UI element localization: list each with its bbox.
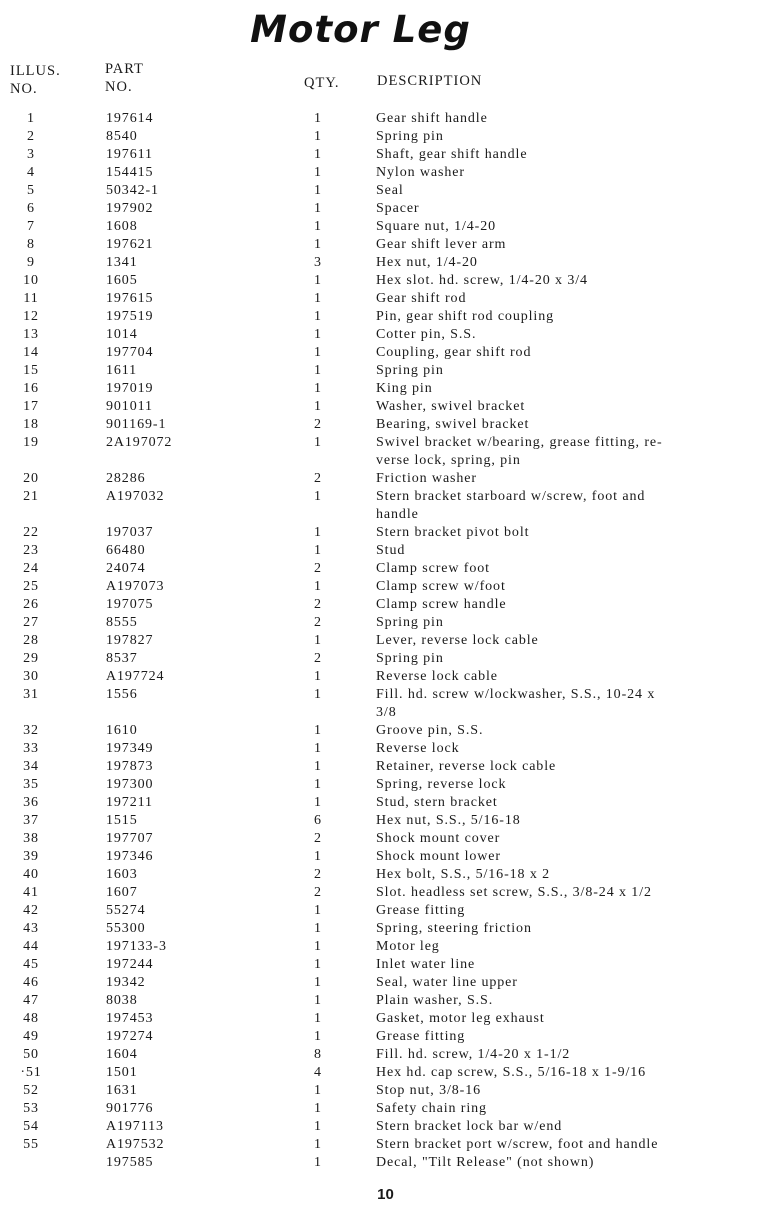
qty-cell: 1 <box>314 795 322 810</box>
description-cell: Inlet water line <box>376 957 476 972</box>
description-cell: Swivel bracket w/bearing, grease fitting, re- verse lock, spring, pin <box>376 435 663 468</box>
part-no-cell: 197133-3 <box>106 939 167 954</box>
part-no-cell: 1501 <box>106 1065 138 1080</box>
table-row <box>0 866 771 884</box>
description-cell: Spring pin <box>376 615 444 630</box>
description-cell: Hex nut, S.S., 5/16-18 <box>376 813 521 828</box>
illus-no-cell: 28 <box>23 633 39 648</box>
description-cell: Stern bracket port w/screw, foot and handle <box>376 1137 659 1152</box>
qty-cell: 1 <box>314 777 322 792</box>
qty-cell: 1 <box>314 165 322 180</box>
description-cell: Fill. hd. screw, 1/4-20 x 1-1/2 <box>376 1047 571 1062</box>
header-illus-no: ILLUS. NO. <box>10 63 61 97</box>
illus-no-cell: 54 <box>23 1119 39 1134</box>
part-no-cell: 197611 <box>106 147 153 162</box>
qty-cell: 1 <box>314 327 322 342</box>
qty-cell: 1 <box>314 741 322 756</box>
table-row <box>0 884 771 902</box>
description-cell: Pin, gear shift rod coupling <box>376 309 555 324</box>
illus-no-cell: 29 <box>23 651 39 666</box>
table-row <box>0 128 771 146</box>
qty-cell: 2 <box>314 615 322 630</box>
illus-no-cell: 2 <box>27 129 35 144</box>
qty-cell: 2 <box>314 651 322 666</box>
qty-cell: 1 <box>314 1083 322 1098</box>
part-no-cell: A197724 <box>106 669 165 684</box>
qty-cell: 1 <box>314 975 322 990</box>
part-no-cell: A197032 <box>106 489 165 504</box>
illus-no-cell: ·51 <box>20 1065 42 1080</box>
illus-no-cell: 49 <box>23 1029 39 1044</box>
description-cell: Friction washer <box>376 471 477 486</box>
illus-no-cell: 52 <box>23 1083 39 1098</box>
description-cell: Spring pin <box>376 363 444 378</box>
qty-cell: 1 <box>314 669 322 684</box>
description-cell: Clamp screw w/foot <box>376 579 506 594</box>
qty-cell: 1 <box>314 1011 322 1026</box>
description-cell: Slot. headless set screw, S.S., 3/8-24 x 1/2 <box>376 885 652 900</box>
description-cell: Stern bracket lock bar w/end <box>376 1119 563 1134</box>
table-row <box>0 524 771 542</box>
qty-cell: 1 <box>314 543 322 558</box>
illus-no-cell: 11 <box>23 291 39 306</box>
table-row <box>0 146 771 164</box>
illus-no-cell: 53 <box>23 1101 39 1116</box>
qty-cell: 1 <box>314 939 322 954</box>
description-cell: Groove pin, S.S. <box>376 723 484 738</box>
illus-no-cell: 8 <box>27 237 35 252</box>
table-row <box>0 236 771 254</box>
illus-no-cell: 4 <box>27 165 35 180</box>
part-no-cell: 197585 <box>106 1155 154 1170</box>
part-no-cell: 1611 <box>106 363 138 378</box>
description-cell: Stud, stern bracket <box>376 795 498 810</box>
qty-cell: 2 <box>314 417 322 432</box>
table-row <box>0 218 771 236</box>
table-row <box>0 578 771 596</box>
description-cell: Reverse lock <box>376 741 460 756</box>
table-row <box>0 182 771 200</box>
illus-no-cell: 33 <box>23 741 39 756</box>
part-no-cell: 197211 <box>106 795 153 810</box>
description-cell: Gear shift handle <box>376 111 488 126</box>
illus-no-cell: 21 <box>23 489 39 504</box>
table-row <box>0 380 771 398</box>
illus-no-cell: 27 <box>23 615 39 630</box>
illus-no-cell: 40 <box>23 867 39 882</box>
description-cell: Hex slot. hd. screw, 1/4-20 x 3/4 <box>376 273 588 288</box>
table-row <box>0 164 771 182</box>
qty-cell: 1 <box>314 435 322 450</box>
qty-cell: 1 <box>314 1029 322 1044</box>
description-cell: Retainer, reverse lock cable <box>376 759 557 774</box>
description-cell: Spring pin <box>376 129 444 144</box>
qty-cell: 1 <box>314 201 322 216</box>
illus-no-cell: 48 <box>23 1011 39 1026</box>
qty-cell: 1 <box>314 399 322 414</box>
table-row <box>0 1064 771 1082</box>
illus-no-cell: 44 <box>23 939 39 954</box>
qty-cell: 2 <box>314 597 322 612</box>
part-no-cell: 197615 <box>106 291 154 306</box>
illus-no-cell: 47 <box>23 993 39 1008</box>
part-no-cell: 901169-1 <box>106 417 167 432</box>
part-no-cell: 197244 <box>106 957 154 972</box>
part-no-cell: 901011 <box>106 399 153 414</box>
table-row <box>0 1118 771 1136</box>
illus-no-cell: 23 <box>23 543 39 558</box>
qty-cell: 1 <box>314 183 322 198</box>
part-no-cell: 197873 <box>106 759 154 774</box>
illus-no-cell: 25 <box>23 579 39 594</box>
illus-no-cell: 38 <box>23 831 39 846</box>
qty-cell: 1 <box>314 579 322 594</box>
qty-cell: 1 <box>314 363 322 378</box>
illus-no-cell: 55 <box>23 1137 39 1152</box>
table-row <box>0 956 771 974</box>
illus-no-cell: 45 <box>23 957 39 972</box>
illus-no-cell: 42 <box>23 903 39 918</box>
illus-no-cell: 37 <box>23 813 39 828</box>
table-row <box>0 776 771 794</box>
table-row <box>0 254 771 272</box>
qty-cell: 1 <box>314 129 322 144</box>
table-row <box>0 1046 771 1064</box>
illus-no-cell: 14 <box>23 345 39 360</box>
table-row <box>0 920 771 938</box>
description-cell: Spring, reverse lock <box>376 777 507 792</box>
description-cell: Cotter pin, S.S. <box>376 327 477 342</box>
part-no-cell: 1608 <box>106 219 138 234</box>
table-row <box>0 1100 771 1118</box>
table-row <box>0 110 771 128</box>
description-cell: Clamp screw foot <box>376 561 490 576</box>
description-cell: Gear shift rod <box>376 291 467 306</box>
illus-no-cell: 43 <box>23 921 39 936</box>
part-no-cell: 24074 <box>106 561 146 576</box>
part-no-cell: 8537 <box>106 651 138 666</box>
illus-no-cell: 46 <box>23 975 39 990</box>
qty-cell: 1 <box>314 219 322 234</box>
table-row <box>0 308 771 326</box>
header-part-no: PART NO. <box>105 61 144 95</box>
table-row <box>0 848 771 866</box>
description-cell: Seal <box>376 183 404 198</box>
illus-no-cell: 26 <box>23 597 39 612</box>
table-row <box>0 830 771 848</box>
page-number: 10 <box>377 1186 394 1203</box>
part-no-cell: 8038 <box>106 993 138 1008</box>
description-cell: Stern bracket pivot bolt <box>376 525 530 540</box>
description-cell: Fill. hd. screw w/lockwasher, S.S., 10-24 x 3/8 <box>376 687 656 720</box>
part-no-cell: 1603 <box>106 867 138 882</box>
header-qty: QTY. <box>304 75 340 91</box>
qty-cell: 1 <box>314 273 322 288</box>
qty-cell: 1 <box>314 1101 322 1116</box>
description-cell: Hex bolt, S.S., 5/16-18 x 2 <box>376 867 551 882</box>
illus-no-cell: 39 <box>23 849 39 864</box>
table-row <box>0 722 771 740</box>
illus-no-cell: 32 <box>23 723 39 738</box>
description-cell: Grease fitting <box>376 1029 466 1044</box>
illus-no-cell: 3 <box>27 147 35 162</box>
table-row <box>0 974 771 992</box>
qty-cell: 4 <box>314 1065 322 1080</box>
qty-cell: 1 <box>314 687 322 702</box>
qty-cell: 1 <box>314 849 322 864</box>
part-no-cell: 197037 <box>106 525 154 540</box>
illus-no-cell: 15 <box>23 363 39 378</box>
part-no-cell: 197346 <box>106 849 154 864</box>
part-no-cell: A197532 <box>106 1137 165 1152</box>
part-no-cell: 197707 <box>106 831 154 846</box>
page-title: Motor Leg <box>250 8 471 51</box>
qty-cell: 8 <box>314 1047 322 1062</box>
illus-no-cell: 5 <box>27 183 35 198</box>
table-row <box>0 272 771 290</box>
table-row <box>0 362 771 380</box>
description-cell: Coupling, gear shift rod <box>376 345 532 360</box>
illus-no-cell: 30 <box>23 669 39 684</box>
table-row <box>0 632 771 650</box>
part-no-cell: A197073 <box>106 579 165 594</box>
description-cell: Bearing, swivel bracket <box>376 417 530 432</box>
qty-cell: 3 <box>314 255 322 270</box>
illus-no-cell: 7 <box>27 219 35 234</box>
part-no-cell: 197075 <box>106 597 154 612</box>
description-cell: Hex nut, 1/4-20 <box>376 255 478 270</box>
qty-cell: 1 <box>314 957 322 972</box>
table-row <box>0 668 771 686</box>
part-no-cell: 8540 <box>106 129 138 144</box>
part-no-cell: 154415 <box>106 165 154 180</box>
illus-no-cell: 31 <box>23 687 39 702</box>
part-no-cell: 197453 <box>106 1011 154 1026</box>
table-row <box>0 1136 771 1154</box>
part-no-cell: 1341 <box>106 255 138 270</box>
description-cell: Gasket, motor leg exhaust <box>376 1011 545 1026</box>
table-row <box>0 560 771 578</box>
description-cell: Stud <box>376 543 406 558</box>
table-row <box>0 434 771 470</box>
qty-cell: 2 <box>314 471 322 486</box>
illus-no-cell: 24 <box>23 561 39 576</box>
qty-cell: 1 <box>314 759 322 774</box>
table-row <box>0 992 771 1010</box>
qty-cell: 1 <box>314 921 322 936</box>
illus-no-cell: 13 <box>23 327 39 342</box>
illus-no-cell: 10 <box>23 273 39 288</box>
part-no-cell: 66480 <box>106 543 146 558</box>
description-cell: Shaft, gear shift handle <box>376 147 528 162</box>
description-cell: Shock mount cover <box>376 831 501 846</box>
qty-cell: 1 <box>314 291 322 306</box>
description-cell: Square nut, 1/4-20 <box>376 219 497 234</box>
description-cell: Hex hd. cap screw, S.S., 5/16-18 x 1-9/16 <box>376 1065 647 1080</box>
part-no-cell: 55300 <box>106 921 146 936</box>
qty-cell: 6 <box>314 813 322 828</box>
table-row <box>0 758 771 776</box>
parts-list <box>0 110 771 1172</box>
part-no-cell: 1515 <box>106 813 138 828</box>
qty-cell: 1 <box>314 993 322 1008</box>
qty-cell: 1 <box>314 489 322 504</box>
qty-cell: 2 <box>314 885 322 900</box>
description-cell: Decal, "Tilt Release" (not shown) <box>376 1155 595 1170</box>
part-no-cell: 197827 <box>106 633 154 648</box>
description-cell: Spacer <box>376 201 420 216</box>
part-no-cell: 197704 <box>106 345 154 360</box>
table-row <box>0 740 771 758</box>
description-cell: Clamp screw handle <box>376 597 507 612</box>
table-row <box>0 326 771 344</box>
description-cell: Shock mount lower <box>376 849 501 864</box>
table-row <box>0 650 771 668</box>
part-no-cell: 1607 <box>106 885 138 900</box>
illus-no-cell: 20 <box>23 471 39 486</box>
description-cell: Stern bracket starboard w/screw, foot and handle <box>376 489 646 522</box>
part-no-cell: 197519 <box>106 309 154 324</box>
part-no-cell: 2A197072 <box>106 435 173 450</box>
description-cell: Gear shift lever arm <box>376 237 507 252</box>
illus-no-cell: 22 <box>23 525 39 540</box>
qty-cell: 1 <box>314 381 322 396</box>
part-no-cell: 197300 <box>106 777 154 792</box>
qty-cell: 1 <box>314 1155 322 1170</box>
qty-cell: 2 <box>314 561 322 576</box>
part-no-cell: 901776 <box>106 1101 154 1116</box>
table-row <box>0 902 771 920</box>
description-cell: Lever, reverse lock cable <box>376 633 539 648</box>
qty-cell: 1 <box>314 111 322 126</box>
part-no-cell: 197902 <box>106 201 154 216</box>
part-no-cell: 28286 <box>106 471 146 486</box>
qty-cell: 1 <box>314 1137 322 1152</box>
part-no-cell: 197614 <box>106 111 154 126</box>
illus-no-cell: 41 <box>23 885 39 900</box>
table-row <box>0 938 771 956</box>
part-no-cell: 1631 <box>106 1083 138 1098</box>
illus-no-cell: 1 <box>27 111 35 126</box>
description-cell: Spring pin <box>376 651 444 666</box>
part-no-cell: 197349 <box>106 741 154 756</box>
part-no-cell: 197621 <box>106 237 154 252</box>
table-row <box>0 290 771 308</box>
description-cell: Nylon washer <box>376 165 465 180</box>
table-row <box>0 200 771 218</box>
part-no-cell: 197274 <box>106 1029 154 1044</box>
table-row <box>0 344 771 362</box>
part-no-cell: 19342 <box>106 975 146 990</box>
header-description: DESCRIPTION <box>377 73 483 89</box>
part-no-cell: 55274 <box>106 903 146 918</box>
table-row <box>0 1154 771 1172</box>
description-cell: Washer, swivel bracket <box>376 399 526 414</box>
part-no-cell: 197019 <box>106 381 154 396</box>
table-row <box>0 1082 771 1100</box>
illus-no-cell: 16 <box>23 381 39 396</box>
qty-cell: 1 <box>314 1119 322 1134</box>
illus-no-cell: 19 <box>23 435 39 450</box>
part-no-cell: 1605 <box>106 273 138 288</box>
qty-cell: 2 <box>314 831 322 846</box>
illus-no-cell: 17 <box>23 399 39 414</box>
description-cell: King pin <box>376 381 433 396</box>
table-row <box>0 596 771 614</box>
table-row <box>0 794 771 812</box>
table-row <box>0 1028 771 1046</box>
qty-cell: 1 <box>314 723 322 738</box>
description-cell: Grease fitting <box>376 903 466 918</box>
qty-cell: 1 <box>314 147 322 162</box>
description-cell: Safety chain ring <box>376 1101 487 1116</box>
qty-cell: 2 <box>314 867 322 882</box>
part-no-cell: 1604 <box>106 1047 138 1062</box>
table-row <box>0 542 771 560</box>
table-row <box>0 686 771 722</box>
table-row <box>0 398 771 416</box>
description-cell: Motor leg <box>376 939 440 954</box>
illus-no-cell: 12 <box>23 309 39 324</box>
part-no-cell: 1014 <box>106 327 138 342</box>
qty-cell: 1 <box>314 309 322 324</box>
table-row <box>0 488 771 524</box>
qty-cell: 1 <box>314 345 322 360</box>
part-no-cell: 50342-1 <box>106 183 159 198</box>
illus-no-cell: 35 <box>23 777 39 792</box>
table-row <box>0 416 771 434</box>
illus-no-cell: 9 <box>27 255 35 270</box>
illus-no-cell: 36 <box>23 795 39 810</box>
table-row <box>0 614 771 632</box>
part-no-cell: 1556 <box>106 687 138 702</box>
illus-no-cell: 34 <box>23 759 39 774</box>
part-no-cell: 1610 <box>106 723 138 738</box>
part-no-cell: 8555 <box>106 615 138 630</box>
description-cell: Stop nut, 3/8-16 <box>376 1083 482 1098</box>
part-no-cell: A197113 <box>106 1119 164 1134</box>
table-row <box>0 812 771 830</box>
table-row <box>0 470 771 488</box>
illus-no-cell: 18 <box>23 417 39 432</box>
description-cell: Plain washer, S.S. <box>376 993 494 1008</box>
illus-no-cell: 50 <box>23 1047 39 1062</box>
description-cell: Seal, water line upper <box>376 975 518 990</box>
table-row <box>0 1010 771 1028</box>
qty-cell: 1 <box>314 237 322 252</box>
illus-no-cell: 6 <box>27 201 35 216</box>
description-cell: Spring, steering friction <box>376 921 532 936</box>
description-cell: Reverse lock cable <box>376 669 498 684</box>
qty-cell: 1 <box>314 633 322 648</box>
qty-cell: 1 <box>314 525 322 540</box>
qty-cell: 1 <box>314 903 322 918</box>
